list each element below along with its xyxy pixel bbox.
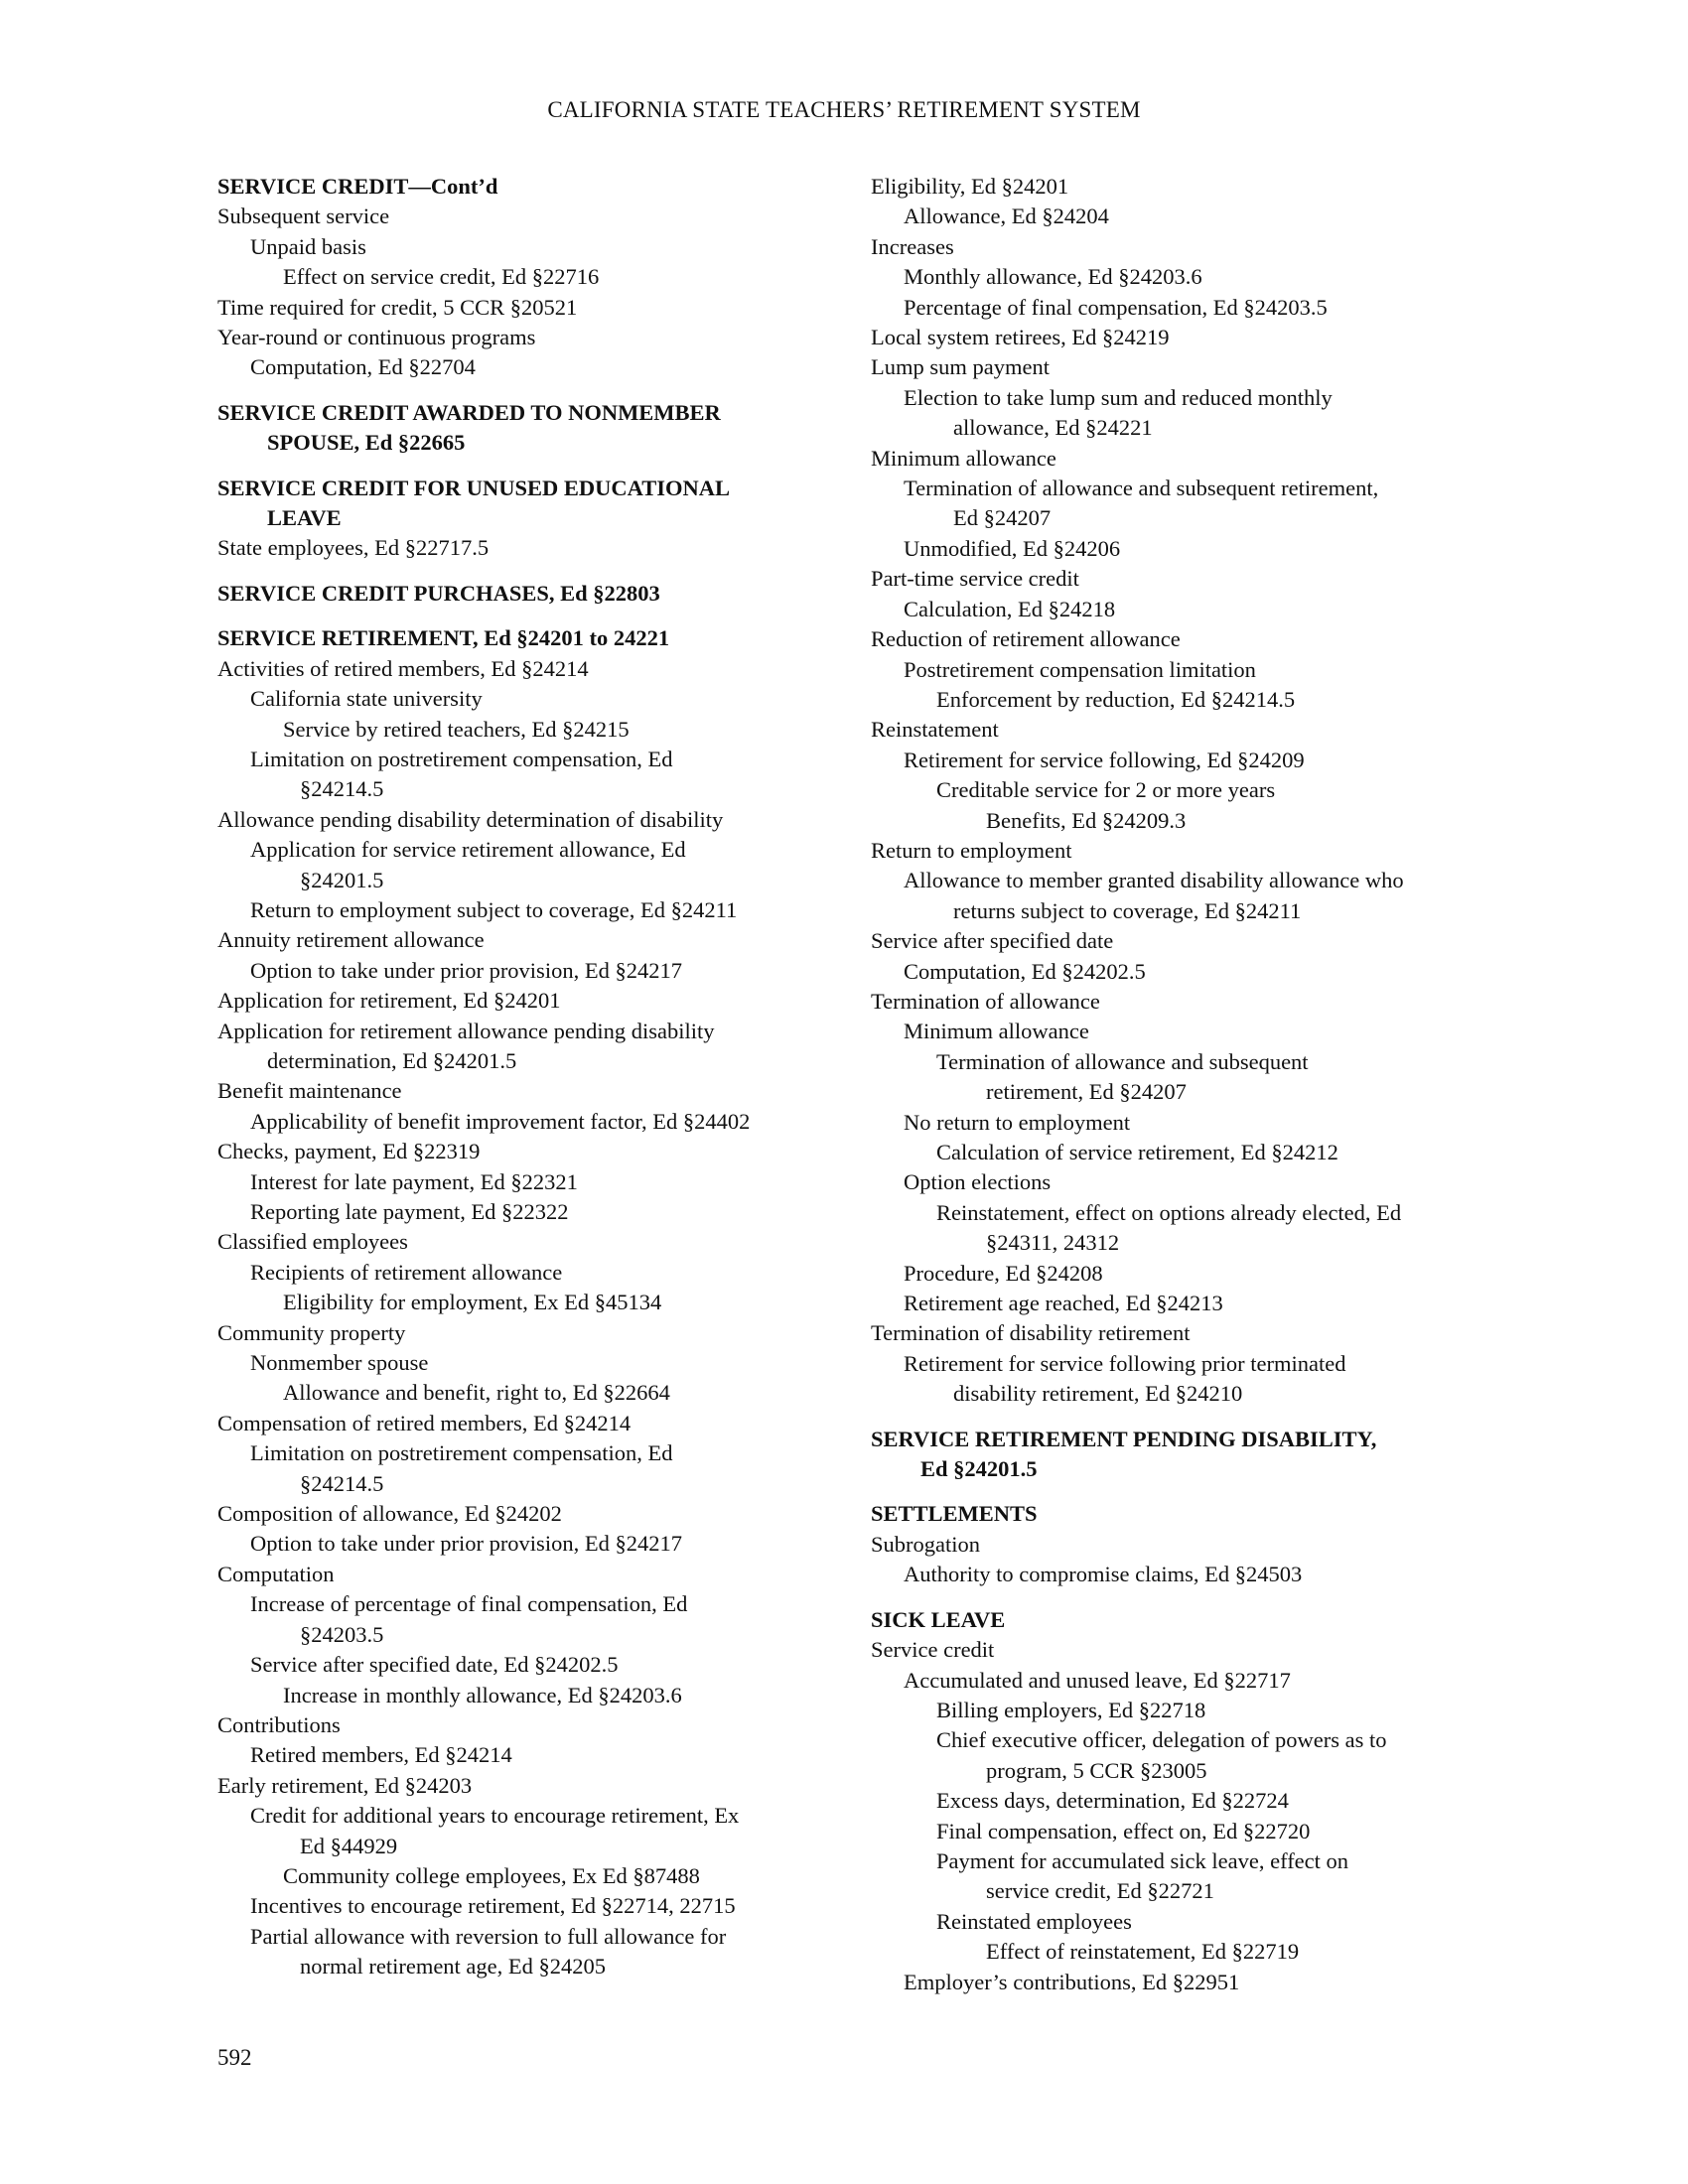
index-entry-continuation: §24203.5 xyxy=(300,1621,384,1647)
index-entry-continuation: determination, Ed §24201.5 xyxy=(267,1047,517,1073)
index-entry: Termination of allowance xyxy=(871,988,1100,1014)
index-entry-continuation: §24214.5 xyxy=(300,776,384,802)
index-column-right xyxy=(871,172,1506,1997)
index-entry: Effect of reinstatement, Ed §22719 xyxy=(986,1939,1300,1965)
index-entry: Part-time service credit xyxy=(871,566,1079,592)
index-entry: Benefits, Ed §24209.3 xyxy=(986,807,1187,833)
index-entry: Increase of percentage of final compensation, Ed xyxy=(250,1591,688,1617)
index-entry: Enforcement by reduction, Ed §24214.5 xyxy=(936,686,1296,712)
index-heading: SERVICE CREDIT—Cont’d xyxy=(217,174,498,199)
index-entry: Annuity retirement allowance xyxy=(217,927,485,953)
index-entry: California state university xyxy=(250,686,483,712)
index-entry: Retirement for service following, Ed §24209 xyxy=(904,747,1305,772)
index-entry: Community college employees, Ex Ed §87488 xyxy=(283,1862,700,1888)
index-entry-continuation: Ed §44929 xyxy=(300,1833,398,1858)
index-heading: SERVICE RETIREMENT, Ed §24201 to 24221 xyxy=(217,625,670,651)
index-entry: Reinstated employees xyxy=(936,1908,1132,1934)
index-entry: Applicability of benefit improvement factor, Ed §24402 xyxy=(250,1108,751,1134)
index-entry: Allowance and benefit, right to, Ed §22664 xyxy=(283,1380,670,1406)
index-entry: Limitation on postretirement compensation, Ed xyxy=(250,1440,673,1466)
index-entry: Allowance to member granted disability allowance who xyxy=(904,868,1404,893)
index-entry: Interest for late payment, Ed §22321 xyxy=(250,1168,578,1194)
index-entry-continuation: §24214.5 xyxy=(300,1470,384,1496)
index-entry: Monthly allowance, Ed §24203.6 xyxy=(904,264,1202,290)
index-entry: Limitation on postretirement compensation, Ed xyxy=(250,746,673,771)
index-entry: Termination of disability retirement xyxy=(871,1320,1191,1346)
index-entry: Application for retirement allowance pending disability xyxy=(217,1018,715,1043)
index-entry: Year-round or continuous programs xyxy=(217,325,536,350)
index-entry: Calculation, Ed §24218 xyxy=(904,596,1116,621)
index-entry: Activities of retired members, Ed §24214 xyxy=(217,655,589,681)
index-entry: Termination of allowance and subsequent xyxy=(936,1048,1309,1074)
index-entry: Creditable service for 2 or more years xyxy=(936,777,1276,803)
index-heading: SERVICE CREDIT PURCHASES, Ed §22803 xyxy=(217,580,660,606)
index-entry: Community property xyxy=(217,1319,406,1345)
index-entry: Option elections xyxy=(904,1169,1052,1195)
index-entry: Compensation of retired members, Ed §24214 xyxy=(217,1410,632,1435)
index-entry-continuation: retirement, Ed §24207 xyxy=(986,1079,1187,1105)
index-heading: SETTLEMENTS xyxy=(871,1501,1038,1527)
index-entry: Minimum allowance xyxy=(871,445,1056,471)
index-entry: No return to employment xyxy=(904,1109,1131,1135)
index-entry: Retirement age reached, Ed §24213 xyxy=(904,1291,1223,1316)
index-entry: Service after specified date, Ed §24202.5 xyxy=(250,1652,619,1678)
index-entry: Effect on service credit, Ed §22716 xyxy=(283,264,600,290)
index-entry: Service after specified date xyxy=(871,928,1114,954)
index-entry: Subsequent service xyxy=(217,204,390,229)
index-entry: Nonmember spouse xyxy=(250,1350,429,1376)
index-entry: Return to employment subject to coverage, Ed §24211 xyxy=(250,896,738,922)
page-header: CALIFORNIA STATE TEACHERS’ RETIREMENT SYSTEM xyxy=(547,97,1141,122)
index-entry: Option to take under prior provision, Ed §24217 xyxy=(250,1531,682,1557)
index-entry: Contributions xyxy=(217,1711,341,1737)
index-entry: Retirement for service following prior terminated xyxy=(904,1350,1346,1376)
index-entry-continuation: program, 5 CCR §23005 xyxy=(986,1757,1207,1783)
index-entry: Computation xyxy=(217,1561,335,1586)
index-entry: Excess days, determination, Ed §22724 xyxy=(936,1788,1289,1814)
index-entry: Minimum allowance xyxy=(904,1019,1089,1044)
index-entry: Allowance pending disability determination of disability xyxy=(217,806,724,832)
index-entry: Classified employees xyxy=(217,1229,408,1255)
index-entry: State employees, Ed §22717.5 xyxy=(217,535,490,561)
index-entry: Payment for accumulated sick leave, effect on xyxy=(936,1847,1349,1873)
index-entry-continuation: §24311, 24312 xyxy=(986,1230,1120,1256)
index-entry: Credit for additional years to encourage retirement, Ex xyxy=(250,1803,740,1829)
index-entry: Return to employment xyxy=(871,837,1072,863)
index-entry: Local system retirees, Ed §24219 xyxy=(871,325,1170,350)
index-entry: Retired members, Ed §24214 xyxy=(250,1742,512,1768)
index-entry: Computation, Ed §24202.5 xyxy=(904,958,1146,984)
index-entry: Subrogation xyxy=(871,1531,980,1557)
index-entry: Unmodified, Ed §24206 xyxy=(904,535,1121,561)
index-entry: Postretirement compensation limitation xyxy=(904,656,1256,682)
page-number: 592 xyxy=(217,2045,252,2070)
index-entry: Accumulated and unused leave, Ed §22717 xyxy=(904,1667,1291,1693)
index-entry: Final compensation, effect on, Ed §22720 xyxy=(936,1818,1311,1843)
index-entry: Option to take under prior provision, Ed §24217 xyxy=(250,957,682,983)
index-entry: Application for retirement, Ed §24201 xyxy=(217,988,561,1014)
index-entry: Application for service retirement allowance, Ed xyxy=(250,837,686,863)
index-entry: Eligibility for employment, Ex Ed §45134 xyxy=(283,1290,662,1315)
index-entry: Procedure, Ed §24208 xyxy=(904,1260,1103,1286)
index-entry: Reduction of retirement allowance xyxy=(871,626,1181,652)
index-heading-continuation: LEAVE xyxy=(267,505,342,531)
index-entry: Unpaid basis xyxy=(250,233,366,259)
index-entry: Calculation of service retirement, Ed §24212 xyxy=(936,1140,1338,1164)
index-heading-continuation: SPOUSE, Ed §22665 xyxy=(267,430,466,456)
index-entry: Lump sum payment xyxy=(871,354,1050,380)
index-entry: Termination of allowance and subsequent retirement, xyxy=(904,476,1379,501)
index-entry-continuation: disability retirement, Ed §24210 xyxy=(953,1381,1243,1407)
index-entry-continuation: Ed §24207 xyxy=(953,505,1052,531)
index-entry-continuation: service credit, Ed §22721 xyxy=(986,1878,1214,1904)
index-entry: Allowance, Ed §24204 xyxy=(904,204,1109,229)
index-entry: Recipients of retirement allowance xyxy=(250,1259,563,1285)
index-entry: Chief executive officer, delegation of powers as to xyxy=(936,1727,1387,1753)
index-heading: SICK LEAVE xyxy=(871,1606,1006,1632)
index-column-left xyxy=(217,172,853,1982)
index-heading: SERVICE RETIREMENT PENDING DISABILITY, xyxy=(871,1426,1377,1451)
index-entry: Composition of allowance, Ed §24202 xyxy=(217,1501,562,1527)
index-entry: Early retirement, Ed §24203 xyxy=(217,1772,473,1798)
index-entry: Eligibility, Ed §24201 xyxy=(871,174,1069,199)
index-entry: Employer’s contributions, Ed §22951 xyxy=(904,1969,1240,1994)
index-heading: SERVICE CREDIT AWARDED TO NONMEMBER xyxy=(217,399,721,425)
index-entry: Increases xyxy=(871,233,954,259)
index-entry: Checks, payment, Ed §22319 xyxy=(217,1139,481,1164)
index-entry: Increase in monthly allowance, Ed §24203.6 xyxy=(283,1682,682,1707)
index-entry: Partial allowance with reversion to full allowance for xyxy=(250,1923,727,1949)
index-heading: SERVICE CREDIT FOR UNUSED EDUCATIONAL xyxy=(217,475,730,500)
index-entry: Percentage of final compensation, Ed §24203.5 xyxy=(904,294,1328,320)
index-entry: Computation, Ed §22704 xyxy=(250,354,476,380)
index-entry: Reporting late payment, Ed §22322 xyxy=(250,1199,569,1224)
index-entry-continuation: allowance, Ed §24221 xyxy=(953,415,1153,441)
index-entry: Reinstatement xyxy=(871,717,999,743)
index-entry: Election to take lump sum and reduced monthly xyxy=(904,384,1333,410)
index-entry: Authority to compromise claims, Ed §24503 xyxy=(904,1562,1303,1587)
index-entry: Time required for credit, 5 CCR §20521 xyxy=(217,294,578,320)
index-entry: Billing employers, Ed §22718 xyxy=(936,1697,1206,1722)
index-entry-continuation: returns subject to coverage, Ed §24211 xyxy=(953,897,1302,923)
index-entry-continuation: normal retirement age, Ed §24205 xyxy=(300,1954,607,1979)
index-entry: Benefit maintenance xyxy=(217,1078,402,1104)
index-entry: Service by retired teachers, Ed §24215 xyxy=(283,716,630,742)
index-entry: Reinstatement, effect on options already elected, Ed xyxy=(936,1199,1402,1225)
index-entry: Incentives to encourage retirement, Ed §22714, 22715 xyxy=(250,1893,736,1919)
index-entry: Service credit xyxy=(871,1637,995,1663)
index-heading-continuation: Ed §24201.5 xyxy=(920,1456,1038,1482)
index-entry-continuation: §24201.5 xyxy=(300,867,384,892)
